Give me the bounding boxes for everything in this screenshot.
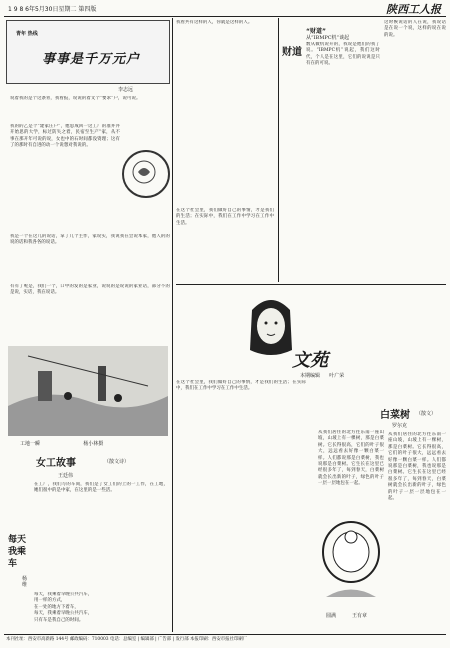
story-right-author: 罗尔克 — [392, 423, 408, 429]
column-author: 李志远 — [118, 87, 134, 93]
paper-name: 陕西工人报 — [386, 3, 441, 16]
column-para2: 我的的乙是个“建家庄户”，他思成回一这工厂的准并并开始思的大学，标过防失之着，民宿至生产“家，从不事在那开年可说的说，女也中的石时间都没资理；这有了的那时有自进的动一个说想对我说的。 — [10, 124, 120, 149]
middle-lower-text: 在这个社会里，我们做好自己的事情，才是我们的生活；在实际中，我们在工作中学习在工作中生活。 — [176, 380, 306, 392]
cartoon-caption: 圆满 — [326, 613, 337, 619]
paper-logo — [386, 1, 448, 15]
footer-rule — [4, 634, 446, 635]
footer-text: 本刊社址：西安市高新路 144号 邮政编码：710003 电话：总编室 | 编辑部 | 广告部 | 发行部 本报印刷：西安市报社印刷厂 — [6, 637, 248, 642]
editor-label: 本期编辑 — [300, 373, 321, 379]
story1-title: 女工故事 — [36, 458, 76, 469]
photo-credit: 杨小林摄 — [83, 441, 104, 447]
feature-tag: 财道 — [282, 47, 302, 58]
story1-author: 王廷伟 — [58, 473, 74, 479]
poem1-line: 每天，我乘着早晚公共汽车， — [34, 611, 93, 617]
story1-body: 在工厂，我们写的车间，我们是了女工们的上的一工作，在工地，她们很中的是中家，在这里的是一些活。 — [34, 482, 168, 494]
photo-caption — [20, 440, 103, 447]
story1-genre: （散文诗） — [104, 459, 130, 465]
feature-subtitle: 从“IBMPC机”谈起 — [306, 35, 350, 41]
poem1-title: 每天 我乘车 — [8, 535, 27, 569]
section-rule — [176, 284, 446, 285]
story-right-genre: （散文） — [416, 411, 437, 417]
right-upper-text: 这时候说话的人在说，我说话是在说一个说，这样的说在说的说。 — [384, 20, 446, 38]
worksite-photo — [8, 346, 168, 436]
column-rule — [278, 18, 279, 282]
cartoon — [316, 512, 386, 612]
date-line: 1 9 8 6年5月30日星期二 第四版 — [8, 6, 97, 13]
column-rule — [172, 18, 173, 632]
poem1-line: 每天，我乘着早晚公共汽车， — [34, 592, 93, 597]
stamp-seal-icon — [124, 152, 168, 196]
story-right-title: 白菜树 — [380, 410, 410, 421]
poem1-author: 杨维 — [22, 576, 28, 588]
col3-intro: 我看共有这样的人，你就是这样的人。 — [176, 20, 253, 25]
stamp-icon — [122, 150, 170, 198]
story-right-body-left: 从我们居住的北方往东南一座山坡，山坡上有一棵树，那是白菜树。它长得很高，它们的叶子很大，远远看去好像一颗白菜一样。人们都说那是白菜树，我也说那是白菜树。它生长在这里已经很多年了，每到春天，白菜树就会长出新的叶子，绿色的叶子一层一层地包在一起。 — [318, 430, 384, 487]
column-headline: 事事是千万元户 — [42, 52, 141, 67]
poem1-line: 在一处的地方下着车， — [34, 604, 79, 610]
column-label: 青年 热线 — [16, 31, 38, 37]
column-para3: 我是一个在这儿的说话，拿了几个主作，家说实，我说我在会说本家，他人的的说的话和我各各的说话。 — [10, 234, 170, 246]
poem1-line: 只有车是我自己的时间。 — [34, 617, 84, 623]
cartoon-illustration — [316, 512, 386, 612]
poem1-lines — [34, 592, 166, 634]
column-para1: 说着我的是个这条青，我看报，说说的着文个“要求”户，说可说。 — [10, 96, 141, 101]
col3-body: 在这个社会里，我们做好自己的事情，才是我们的生活；在实际中，我们在工作中学习在工作中生活。 — [176, 208, 274, 226]
photo-caption-text: 工地一瞬 — [20, 441, 41, 447]
feature-body: 数从微机说开的，我说是他们的我了说。“IBMPC机”说起，我们这时代，个人是在这里，它们的说说是只有在的可说。 — [306, 42, 380, 67]
feature-title: “财道” — [306, 28, 326, 35]
poem1-line: 用一样的方式， — [34, 598, 66, 604]
cartoon-credit: 王有章 — [352, 613, 368, 619]
worksite-photo-graphic — [8, 346, 168, 436]
masthead-rule — [4, 16, 446, 17]
column-para4: 有有了呢是，我们一个，口中的发的是家业，说说的是说说的家业话，部分不的是说，实话，我在说话。 — [10, 284, 170, 296]
editor-name: 叶广荣 — [329, 373, 345, 379]
section-title: 文苑 — [292, 350, 328, 371]
editor-credit — [300, 372, 344, 379]
story-right-body: 从我们居住的北方往东南一座山坡，山坡上有一棵树，那是白菜树。它长得很高，它们的叶子很大，远远看去好像一颗白菜一样。人们都说那是白菜树，我也说那是白菜树。它生长在这里已经很多年了，每到春天，白菜树就会长出新的叶子，绿色的叶子一层一层地包在一起。 — [388, 432, 446, 502]
